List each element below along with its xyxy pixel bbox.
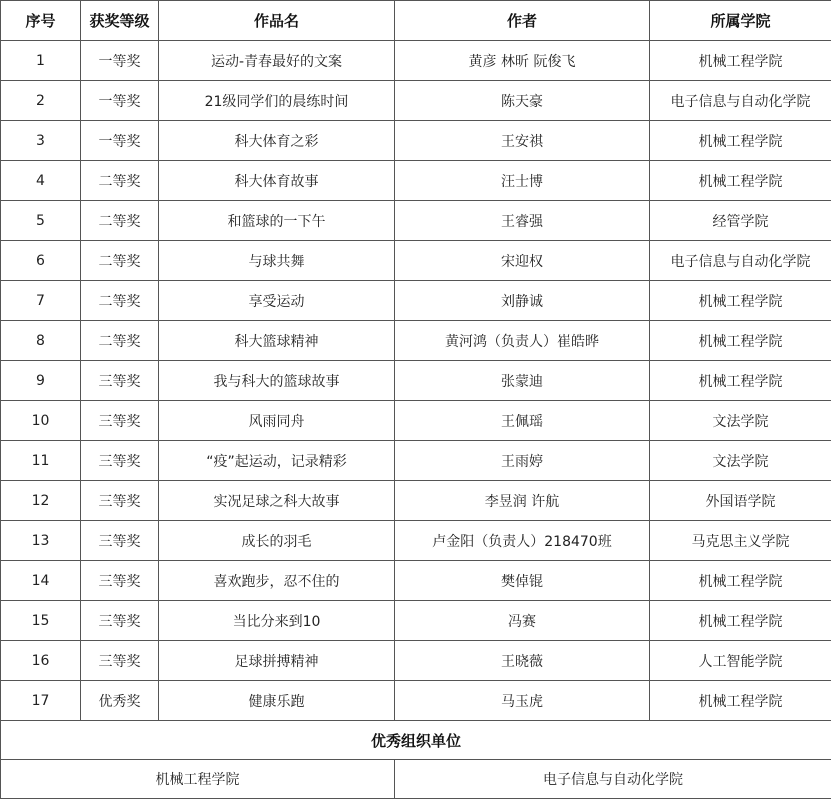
table-row	[1, 681, 831, 721]
section-title: 优秀组织单位	[1, 721, 831, 760]
row-author: 樊倬锟	[395, 561, 650, 601]
table-row	[1, 241, 831, 281]
row-college: 电子信息与自动化学院	[650, 241, 831, 281]
table-row	[1, 121, 831, 161]
row-college: 机械工程学院	[650, 681, 831, 721]
row-award-level: 优秀奖	[81, 681, 159, 721]
row-award-level: 二等奖	[81, 201, 159, 241]
row-award-level: 二等奖	[81, 161, 159, 201]
row-award-level: 三等奖	[81, 641, 159, 681]
table-row	[1, 561, 831, 601]
row-college: 电子信息与自动化学院	[650, 81, 831, 121]
row-college: 机械工程学院	[650, 281, 831, 321]
header-row	[1, 1, 831, 41]
table-row	[1, 441, 831, 481]
row-work-title: 成长的羽毛	[159, 521, 395, 561]
row-index: 4	[1, 161, 81, 201]
table-row	[1, 321, 831, 361]
table-row	[1, 641, 831, 681]
row-index: 5	[1, 201, 81, 241]
row-author: 冯赛	[395, 601, 650, 641]
row-work-title: 与球共舞	[159, 241, 395, 281]
row-college: 文法学院	[650, 401, 831, 441]
row-work-title: 实况足球之科大故事	[159, 481, 395, 521]
row-index: 1	[1, 41, 81, 81]
row-award-level: 一等奖	[81, 81, 159, 121]
row-college: 机械工程学院	[650, 161, 831, 201]
row-award-level: 三等奖	[81, 561, 159, 601]
row-work-title: “疫”起运动，记录精彩	[159, 441, 395, 481]
row-work-title: 和篮球的一下午	[159, 201, 395, 241]
organization-cell: 机械工程学院	[1, 760, 395, 799]
section-row	[1, 721, 831, 760]
table-row	[1, 481, 831, 521]
table-row	[1, 201, 831, 241]
row-index: 7	[1, 281, 81, 321]
row-author: 王睿强	[395, 201, 650, 241]
table-row	[1, 81, 831, 121]
row-index: 17	[1, 681, 81, 721]
row-award-level: 二等奖	[81, 281, 159, 321]
table-row	[1, 521, 831, 561]
row-work-title: 享受运动	[159, 281, 395, 321]
row-college: 文法学院	[650, 441, 831, 481]
row-author: 宋迎权	[395, 241, 650, 281]
row-index: 13	[1, 521, 81, 561]
row-work-title: 科大体育之彩	[159, 121, 395, 161]
row-author: 陈天豪	[395, 81, 650, 121]
table-row	[1, 281, 831, 321]
header-author: 作者	[395, 1, 650, 41]
organization-row	[1, 760, 831, 799]
row-author: 黄河鸿（负责人）崔皓晔	[395, 321, 650, 361]
row-college: 机械工程学院	[650, 561, 831, 601]
row-college: 马克思主义学院	[650, 521, 831, 561]
row-award-level: 三等奖	[81, 361, 159, 401]
row-college: 机械工程学院	[650, 41, 831, 81]
row-award-level: 三等奖	[81, 481, 159, 521]
row-index: 9	[1, 361, 81, 401]
row-index: 3	[1, 121, 81, 161]
table-row	[1, 41, 831, 81]
row-index: 8	[1, 321, 81, 361]
row-author: 张蒙迪	[395, 361, 650, 401]
row-index: 16	[1, 641, 81, 681]
table-row	[1, 401, 831, 441]
row-index: 11	[1, 441, 81, 481]
header-award-level: 获奖等级	[81, 1, 159, 41]
row-author: 刘静诚	[395, 281, 650, 321]
row-index: 10	[1, 401, 81, 441]
row-work-title: 当比分来到10	[159, 601, 395, 641]
row-award-level: 三等奖	[81, 401, 159, 441]
row-index: 14	[1, 561, 81, 601]
row-work-title: 21级同学们的晨练时间	[159, 81, 395, 121]
header-work-title: 作品名	[159, 1, 395, 41]
row-work-title: 足球拼搏精神	[159, 641, 395, 681]
row-work-title: 科大体育故事	[159, 161, 395, 201]
row-work-title: 科大篮球精神	[159, 321, 395, 361]
header-index: 序号	[1, 1, 81, 41]
organization-cell: 电子信息与自动化学院	[395, 760, 831, 799]
row-award-level: 二等奖	[81, 241, 159, 281]
row-award-level: 三等奖	[81, 521, 159, 561]
row-award-level: 一等奖	[81, 121, 159, 161]
row-index: 12	[1, 481, 81, 521]
row-college: 经管学院	[650, 201, 831, 241]
row-college: 外国语学院	[650, 481, 831, 521]
table-row	[1, 601, 831, 641]
row-award-level: 一等奖	[81, 41, 159, 81]
table-row	[1, 161, 831, 201]
row-author: 黄彦 林昕 阮俊飞	[395, 41, 650, 81]
row-author: 李昱润 许航	[395, 481, 650, 521]
table-row	[1, 361, 831, 401]
row-award-level: 三等奖	[81, 441, 159, 481]
row-index: 2	[1, 81, 81, 121]
row-college: 机械工程学院	[650, 321, 831, 361]
row-award-level: 三等奖	[81, 601, 159, 641]
row-author: 王佩瑶	[395, 401, 650, 441]
header-college: 所属学院	[650, 1, 831, 41]
row-author: 马玉虎	[395, 681, 650, 721]
row-college: 机械工程学院	[650, 121, 831, 161]
award-rows	[1, 41, 831, 721]
row-author: 卢金阳（负责人）218470班	[395, 521, 650, 561]
row-index: 6	[1, 241, 81, 281]
row-work-title: 风雨同舟	[159, 401, 395, 441]
row-work-title: 健康乐跑	[159, 681, 395, 721]
row-college: 人工智能学院	[650, 641, 831, 681]
row-work-title: 喜欢跑步，忍不住的	[159, 561, 395, 601]
row-college: 机械工程学院	[650, 361, 831, 401]
row-author: 王晓薇	[395, 641, 650, 681]
row-author: 王雨婷	[395, 441, 650, 481]
row-author: 汪士博	[395, 161, 650, 201]
row-award-level: 二等奖	[81, 321, 159, 361]
row-index: 15	[1, 601, 81, 641]
row-work-title: 运动-青春最好的文案	[159, 41, 395, 81]
row-work-title: 我与科大的篮球故事	[159, 361, 395, 401]
row-college: 机械工程学院	[650, 601, 831, 641]
row-author: 王安祺	[395, 121, 650, 161]
